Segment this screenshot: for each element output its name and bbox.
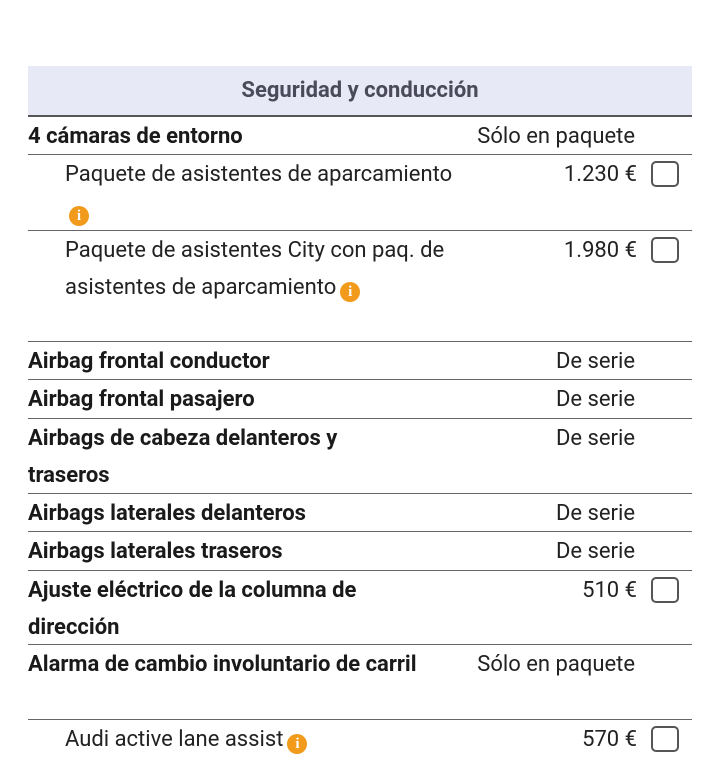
option-value: De serie <box>555 501 635 526</box>
option-price: 1.980 € <box>563 238 637 263</box>
option-label: Audi active lane assist <box>65 727 284 752</box>
option-row-airbags-cabeza <box>28 419 692 494</box>
option-label: Alarma de cambio involuntario de carril <box>28 652 417 677</box>
option-price: 1.230 € <box>563 162 637 187</box>
info-icon[interactable]: i <box>69 206 89 226</box>
option-label: Airbags laterales delanteros <box>28 501 306 526</box>
option-price: 510 € <box>582 578 637 603</box>
option-value: De serie <box>555 426 635 451</box>
option-value: Sólo en paquete <box>477 652 635 677</box>
option-value: De serie <box>555 349 635 374</box>
option-row-lane-assist <box>28 720 692 760</box>
option-label: Airbags de cabeza delanteros y traseros <box>28 426 338 488</box>
option-row-4-camaras <box>28 117 692 155</box>
option-label: Paquete de asistentes de aparcamiento <box>65 162 453 187</box>
option-price: 570 € <box>582 727 637 752</box>
option-label: Paquete de asistentes City con paq. de asistentes de aparcamiento <box>65 238 445 300</box>
option-row-airbag-conductor <box>28 342 692 380</box>
option-checkbox[interactable] <box>651 161 679 187</box>
option-label: 4 cámaras de entorno <box>28 124 243 149</box>
info-icon[interactable]: i <box>340 282 360 302</box>
section-header <box>28 66 692 117</box>
option-row-paquete-city <box>28 231 692 342</box>
option-value: De serie <box>555 387 635 412</box>
option-label: Airbag frontal pasajero <box>28 387 255 412</box>
option-row-airbag-pasajero <box>28 380 692 419</box>
option-value: Sólo en paquete <box>477 124 635 149</box>
option-label: Ajuste eléctrico de la columna de dirección <box>28 578 357 640</box>
option-row-paquete-aparcamiento <box>28 155 692 231</box>
option-label: Airbags laterales traseros <box>28 539 283 564</box>
options-table <box>28 66 692 760</box>
option-checkbox[interactable] <box>651 237 679 263</box>
option-row-airbags-laterales-traseros <box>28 532 692 571</box>
option-checkbox[interactable] <box>651 726 679 752</box>
info-icon[interactable]: i <box>287 734 307 754</box>
option-row-ajuste-columna <box>28 571 692 645</box>
option-row-alarma-carril <box>28 645 692 720</box>
option-checkbox[interactable] <box>651 577 679 603</box>
section-title: Seguridad y conducción <box>241 78 479 103</box>
option-label: Airbag frontal conductor <box>28 349 270 374</box>
option-value: De serie <box>555 539 635 564</box>
option-row-airbags-laterales-delanteros <box>28 494 692 532</box>
